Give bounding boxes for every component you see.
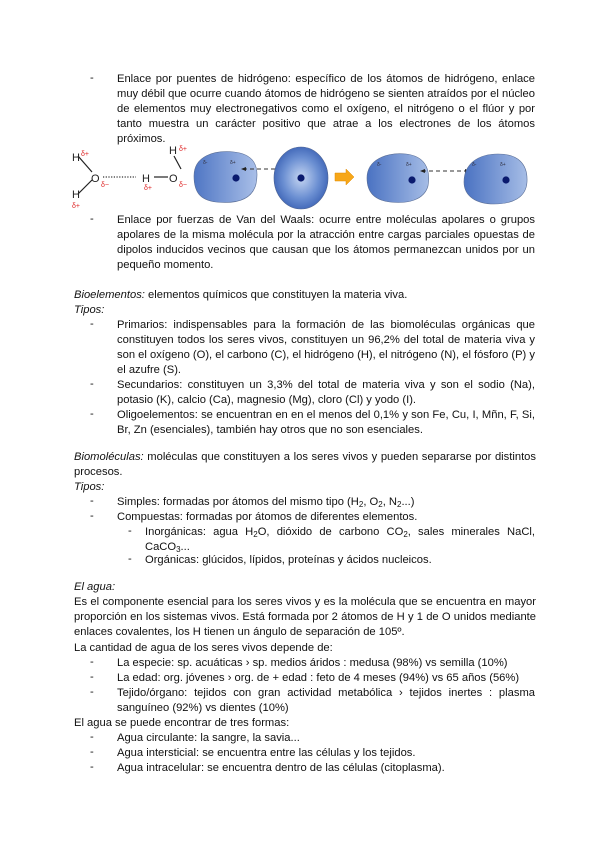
atom-h-label: H [169, 145, 177, 157]
agua-forms-item: Agua intracelular: se encuentra dentro de las células (citoplasma). [117, 762, 445, 774]
biomoleculas-definition [74, 450, 536, 480]
water-molecules-structure [72, 145, 187, 210]
delta-plus-label: δ+ [144, 185, 152, 192]
nucleus-dot [408, 176, 415, 183]
primarios-item: Primarios: indispensables para la formación de las biomoléculas orgánicas que constituyen todos los seres vivos, constituyen un 96,2% del total de materia viva y son el oxígeno (O), el carbono (C), el hidrógeno (H), el nitrógeno (N), el fósforo (P) y el azufre (S). [117, 319, 535, 376]
agua-intro: Es el componente esencial para los seres vivos y es la molécula que se encuentra en mayor proporción en los sistemas vivos. Está formada por 2 átomos de H y 1 de O unidos mediante enlaces covalentes, los H tienen un ángulo de separación de 105º. [74, 596, 536, 638]
agua-forms-item: Agua circulante: la sangre, la savia... [117, 732, 300, 744]
agua-forms-item: Agua intersticial: se encuentra entre las células y los tejidos. [117, 747, 416, 759]
bullet-dash: - [90, 746, 94, 758]
simples-item [117, 495, 535, 510]
organicas-item: Orgánicas: glúcidos, lípidos, proteínas y ácidos nucleicos. [145, 554, 432, 566]
bullet-dash: - [128, 525, 132, 537]
bullet-dash: - [128, 553, 132, 565]
delta-plus-label: δ+ [72, 203, 80, 210]
bioelementos-definition-text: elementos químicos que constituyen la materia viva. [144, 289, 408, 301]
bullet-dash: - [90, 686, 94, 698]
delta-plus-label: δ+ [230, 160, 236, 166]
bioelementos-types-label: Tipos: [74, 304, 105, 316]
delta-plus-label: δ+ [179, 146, 187, 153]
atom-h-label: H [72, 152, 80, 164]
nucleus-dot [232, 174, 239, 181]
delta-plus-label: δ+ [406, 162, 412, 168]
biomoleculas-term: Biomoléculas: [74, 451, 144, 463]
subscript: 2 [378, 500, 383, 509]
biomoleculas-types-label: Tipos: [74, 481, 105, 493]
bioelementos-definition [74, 288, 544, 303]
bullet-dash: - [90, 318, 94, 330]
simples-text: , O [363, 496, 379, 508]
subscript: 2 [396, 500, 402, 509]
simples-text: , N [382, 496, 397, 508]
simples-text: Simples: formadas por átomos del mismo tipo (H [117, 496, 359, 508]
biomoleculas-definition-text: moléculas que constituyen a los seres vivos y pueden separarse por distintos procesos. [74, 451, 536, 478]
hydrogen-bond-paragraph: Enlace por puentes de hidrógeno: específico de los átomos de hidrógeno, enlace muy débil que ocurre cuando átomos de hidrógeno se sienten atraídos por el núcleo de elementos muy electronegativos como el oxígeno, el nitrógeno o el flúor y por tanto muestra un carácter positivo que atrae a los electrones de los átomos próximos. [117, 73, 535, 145]
delta-minus-label: δ- [377, 162, 382, 168]
bullet-dash: - [90, 671, 94, 683]
inorganicas-text: , sales minerales NaCl, CaCO [145, 526, 535, 553]
bullet-dash: - [90, 656, 94, 668]
agua-forms-label: El agua se puede encontrar de tres formas: [74, 717, 290, 729]
compuestas-item: Compuestas: formadas por átomos de diferentes elementos. [117, 511, 418, 523]
bullet-dash: - [90, 408, 94, 420]
bullet-dash: - [90, 495, 94, 507]
atom-o-label: O [91, 173, 100, 185]
nucleus-dot [502, 176, 509, 183]
van-der-waals-paragraph: Enlace por fuerzas de Van del Waals: ocurre entre moléculas apolares o grupos apolares de la misma molécula por la atracción entre cargas parciales opuestas de dipolos inducidos vecinos que causan que los átomos permanezcan unidos por un pequeño momento. [117, 214, 535, 271]
subscript: 2 [253, 530, 258, 539]
delta-plus-label: δ+ [81, 151, 89, 158]
bullet-dash: - [90, 761, 94, 773]
arrow-right-icon [335, 169, 354, 185]
subscript: 2 [403, 530, 408, 539]
subscript: 3 [176, 545, 181, 554]
inorganicas-text: O, dióxido de carbono CO [257, 526, 404, 538]
atom-h-label: H [142, 173, 150, 185]
agua-depends-item: La edad: org. jóvenes › org. de + edad : feto de 4 meses (94%) vs 65 años (56%) [117, 672, 520, 684]
delta-minus-label: δ- [472, 162, 477, 168]
bullet-dash: - [90, 213, 94, 225]
atom-h-label: H [72, 189, 80, 201]
inorganicas-text: ... [180, 541, 190, 553]
bond-diagram-svg [66, 142, 546, 212]
bullet-dash: - [90, 731, 94, 743]
delta-minus-label: δ- [203, 160, 208, 166]
bullet-dash: - [90, 72, 94, 84]
oligoelementos-item: Oligoelementos: se encuentran en en el menos del 0,1% y son Fe, Cu, I, Mñn, F, Si, Br, Zn (esenciales), también hay otros que no son esenciales. [117, 409, 535, 436]
agua-depends-item: La especie: sp. acuáticas › sp. medios áridos : medusa (98%) vs semilla (10%) [117, 657, 508, 669]
nucleus-dot [297, 174, 304, 181]
delta-plus-label: δ+ [500, 162, 506, 168]
delta-minus-label: δ− [179, 182, 187, 189]
bullet-dash: - [90, 510, 94, 522]
agua-title: El agua: [74, 581, 116, 593]
agua-depends-label: La cantidad de agua de los seres vivos depende de: [74, 642, 333, 654]
agua-depends-item: Tejido/órgano: tejidos con gran actividad metabólica › tejidos inertes : plasma sanguíneo (92%) vs dientes (10%) [117, 687, 535, 714]
secundarios-item: Secundarios: constituyen un 3,3% del total de materia viva y son el sodio (Na), potasio (K), calcio (Ca), magnesio (Mg), cloro (Cl) y yodo (I). [117, 379, 535, 406]
bond-diagram [66, 142, 546, 212]
simples-text: ...) [401, 496, 415, 508]
inorganicas-text: Inorgánicas: agua H [145, 526, 254, 538]
inorganicas-item [145, 525, 535, 555]
subscript: 2 [358, 500, 364, 509]
bioelementos-term: Bioelementos: [74, 289, 145, 301]
bullet-dash: - [90, 378, 94, 390]
delta-minus-label: δ− [101, 182, 109, 189]
atom-o-label: O [169, 173, 178, 185]
